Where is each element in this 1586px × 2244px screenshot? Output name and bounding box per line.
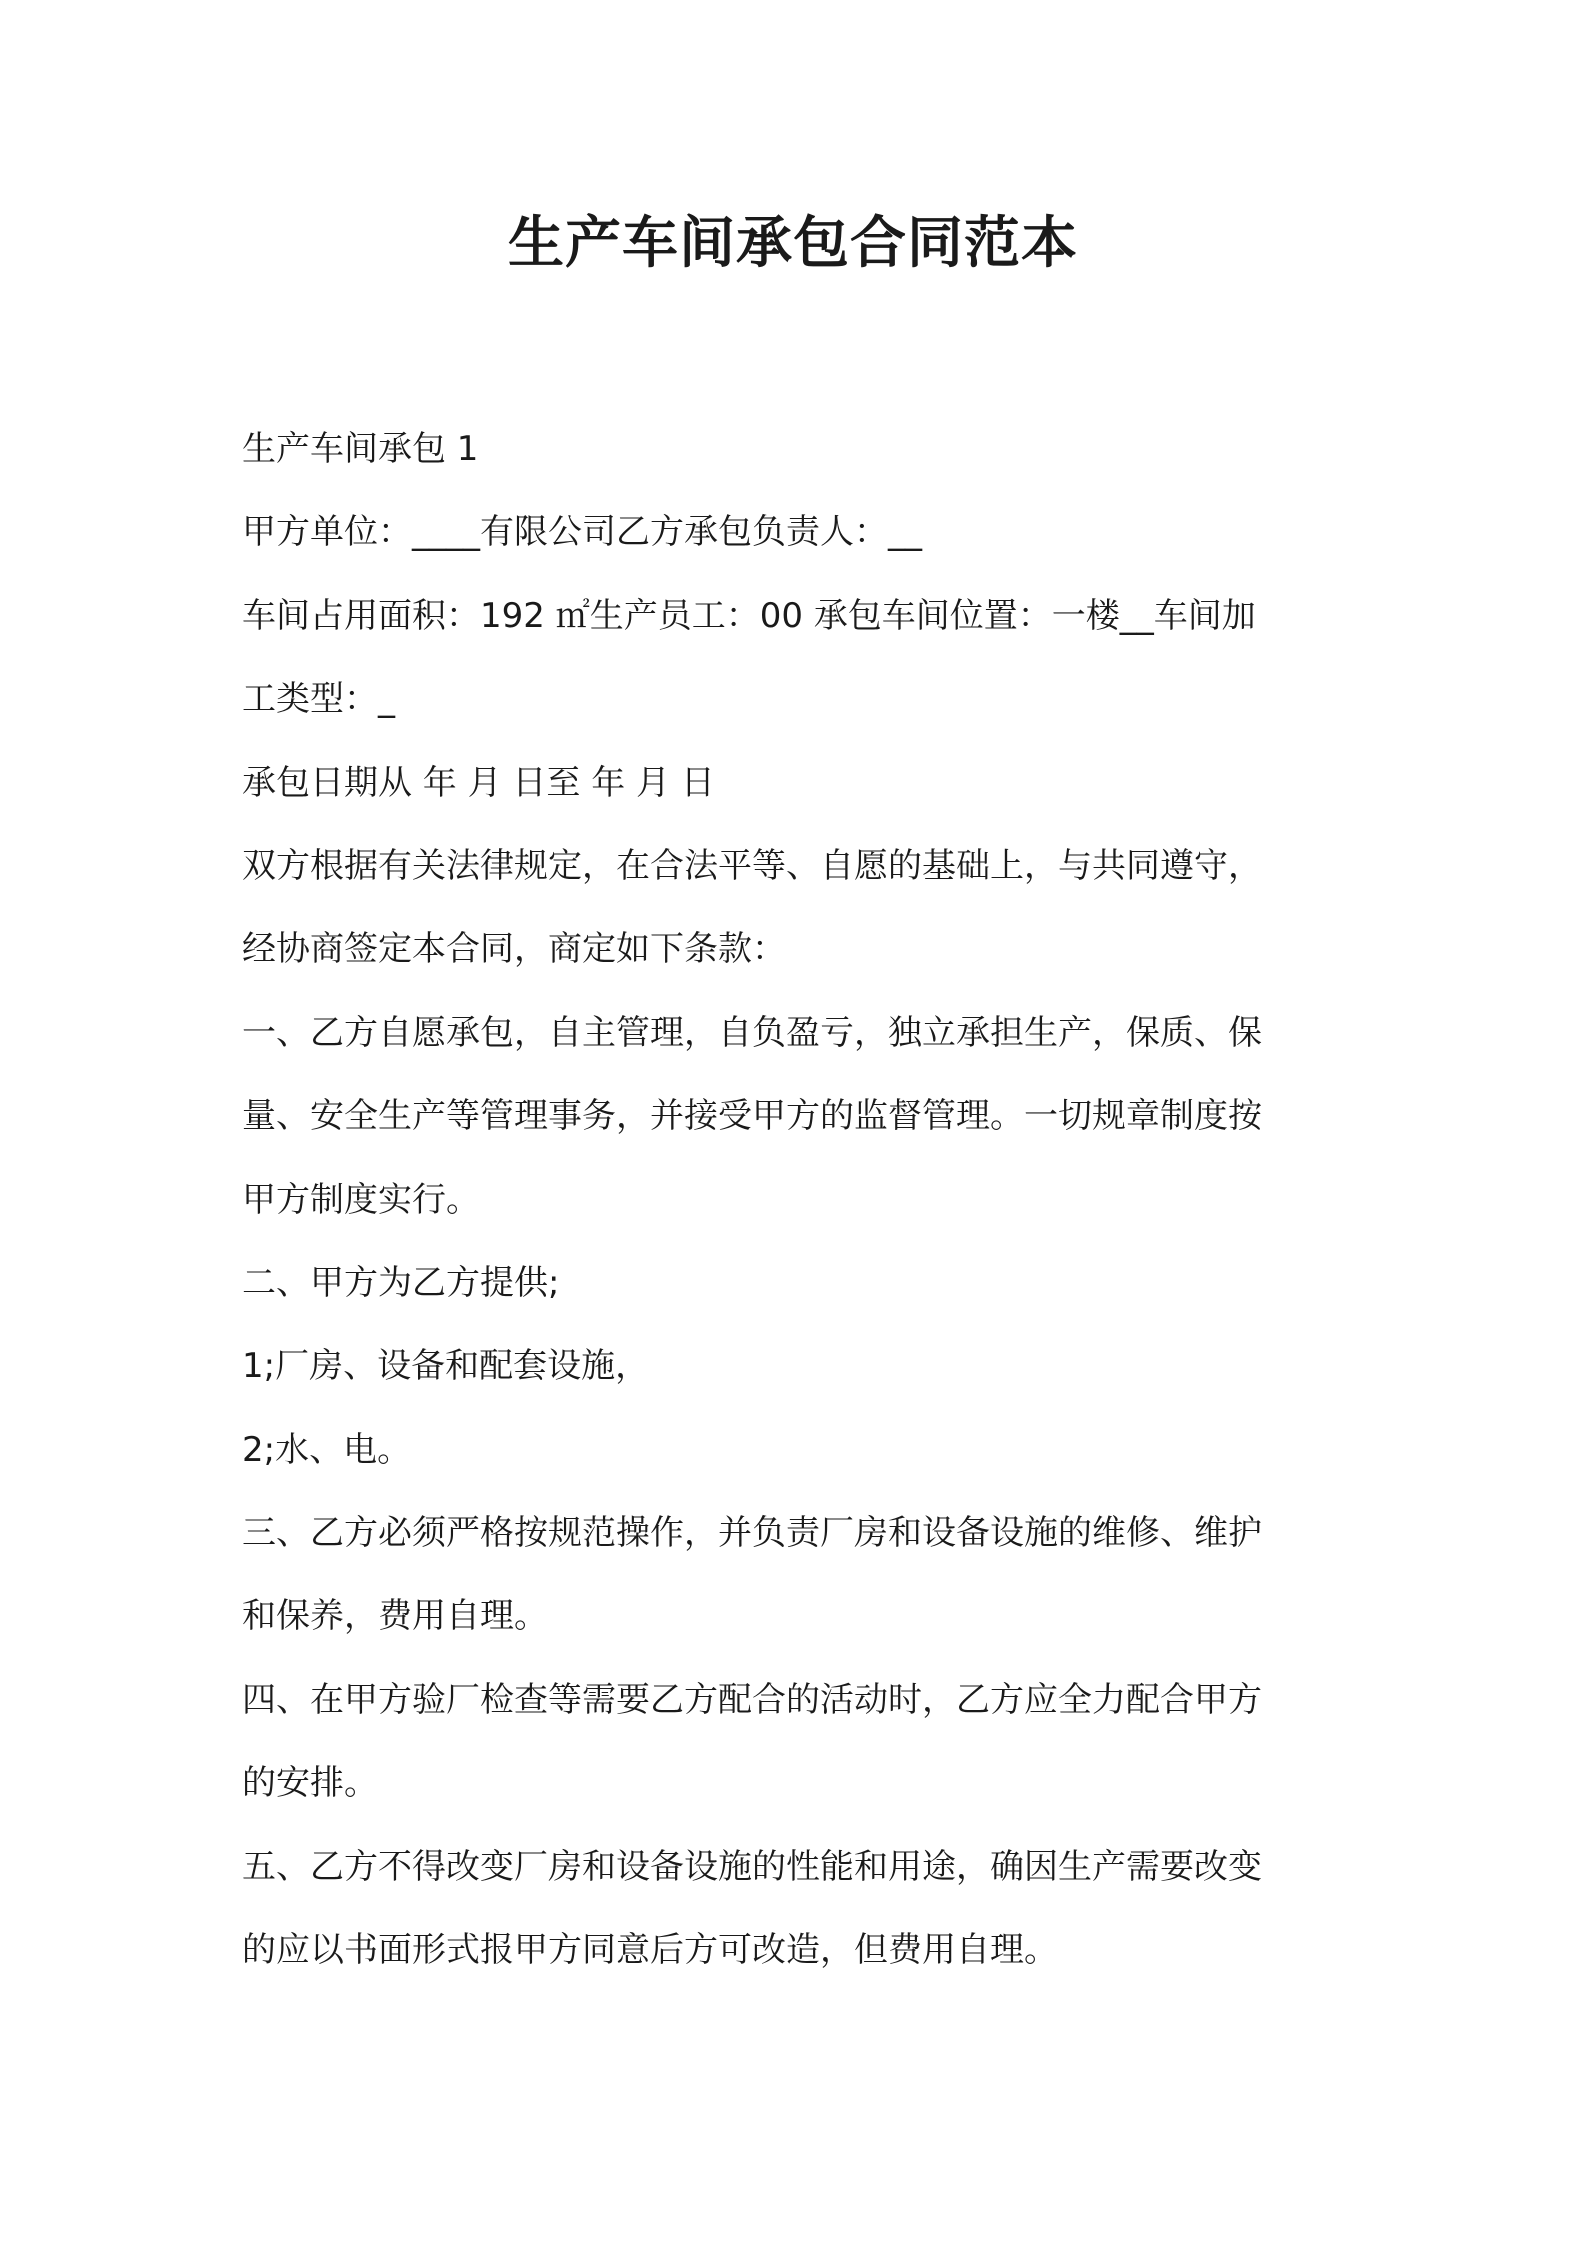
clause-5-line-cont: 的应以书面形式报甲方同意后方可改造，但费用自理。 <box>242 1930 1058 1971</box>
clause-2-item-1: 1;厂房、设备和配套设施， <box>242 1346 650 1387</box>
preamble-line-cont: 经协商签定本合同，商定如下条款： <box>242 929 786 970</box>
workshop-info-line: 车间占用面积：192 ㎡生产员工：00 承包车间位置：一楼__车间加 <box>242 595 1256 636</box>
clause-4-line-cont: 的安排。 <box>242 1763 378 1804</box>
contract-period-line: 承包日期从 年 月 日至 年 月 日 <box>242 762 715 803</box>
clause-1-line: 一、乙方自愿承包，自主管理，自负盈亏，独立承担生产，保质、保 <box>242 1012 1262 1053</box>
clause-2-line: 二、甲方为乙方提供; <box>242 1262 560 1303</box>
document-body <box>242 408 1362 1992</box>
workshop-info-line-cont: 工类型：_ <box>242 679 395 720</box>
party-info-line: 甲方单位：____有限公司乙方承包负责人：__ <box>242 512 922 553</box>
heading-contract-number: 生产车间承包 1 <box>242 429 479 469</box>
clause-3-line: 三、乙方必须严格按规范操作，并负责厂房和设备设施的维修、维护 <box>242 1513 1262 1554</box>
clause-1-line-end: 甲方制度实行。 <box>242 1179 480 1220</box>
preamble-line: 双方根据有关法律规定，在合法平等、自愿的基础上，与共同遵守， <box>242 845 1262 886</box>
clause-1-line-cont: 量、安全生产等管理事务，并接受甲方的监督管理。一切规章制度按 <box>242 1096 1262 1137</box>
clause-4-line: 四、在甲方验厂检查等需要乙方配合的活动时，乙方应全力配合甲方 <box>242 1679 1262 1720</box>
clause-2-item-2: 2;水、电。 <box>242 1429 412 1470</box>
document-title: 生产车间承包合同范本 <box>508 211 1078 276</box>
clause-3-line-cont: 和保养，费用自理。 <box>242 1596 548 1637</box>
clause-5-line: 五、乙方不得改变厂房和设备设施的性能和用途，确因生产需要改变 <box>242 1846 1262 1887</box>
